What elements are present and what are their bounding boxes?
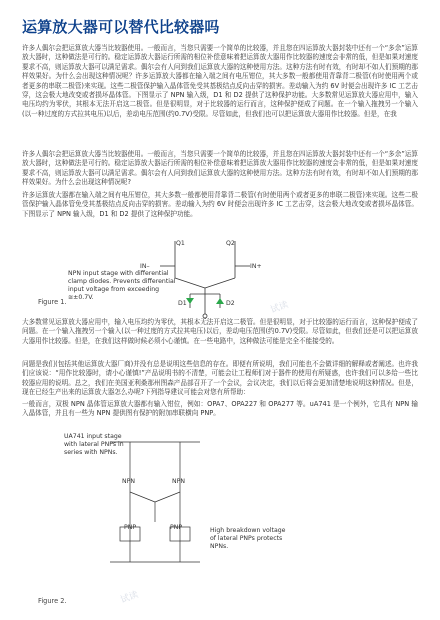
fig2-label-npn-left: NPN <box>122 478 135 485</box>
fig2-annotation-bottom: High breakdown voltage of lateral PNPs protects NPNs. <box>210 527 286 550</box>
fig1-label-d2: D2 <box>226 300 235 307</box>
paragraph-clamp: 许多运算放大器都在输入端之间有电压钳位，其大多数一般都使用背靠背二极管(有时使用两个或者更多的串联二极管)来实现。这些二极管保护输入晶体管免受其基极结点反向击穿的损害。差动输入为约 6V 时便会出现许多 IC 工艺击穿，这会极大地改变或者损坏晶体管。下图显示了 NPN 输入级，D1 和 D2 提供了这种保护功能。 <box>22 191 418 218</box>
fig1-label-q2: Q2 <box>226 240 235 247</box>
fig2-label-pnp-left: PNP <box>124 524 137 531</box>
fig1-label-q1: Q1 <box>176 240 185 247</box>
paragraph-examples: 一般而言，双极 NPN 晶体管运算放大器都有输入钳位，例如：OPA7、OPA227 和 OPA277 等。uA741 是一个例外，它具有 NPN 输入晶体管，并且有一些为 NPN 提供图有保护的附加串联横向 PNP。 <box>22 400 418 418</box>
watermark: 试读 <box>269 300 290 316</box>
fig2-annotation-top: UA741 input stage with lateral PNPs in series with NPNs. <box>64 433 124 456</box>
figure1-caption: Figure 1. <box>38 298 67 306</box>
paragraph-usage: 许多人偶尔会把运算放大器当比较器使用。一般而言，当您只需要一个简单的比较器，并且您在四运算放大器封装中还有一个“多余”运算放大器时，这种做法是可行的。稳定运算放大器运行所需的相位补偿意味着把运算放大器用作比较器的速度会非常的低，但是如果对速度要求不高，则运算放大器可以满足需求。偶尔会有人问到我们运算放大器的这种使用方法。这种方法有时有效，有时却不如人们预期的那样效果好。为什么会出现这种情况呢? <box>22 150 418 187</box>
fig1-label-d1: D1 <box>178 300 187 307</box>
document-title: 运算放大器可以替代比较器吗 <box>22 18 220 36</box>
paragraph-notes: 问题是我们(包括其他运算放大器厂商)并没有总是说明这些信息的存在。即便有所说明，我们可能也不会做详细的解释或者阐述。也许我们应该说：“用作比较器时，请小心谨慎!”产品说明书的不清楚，可能会让工程师们对于器件的使用有所疑惑，也许我们可以多给一些比较器应用的说明。总之，我们在美国亚利桑那州图森产品部召开了一个会议，会议决定，我们以后将会更加清楚地说明这种情况。但是，现在已经生产出来的运算放大器怎么办呢?下列指导建议可能会对您有所帮助： <box>22 360 418 397</box>
fig1-label-in-minus: IN– <box>140 263 150 270</box>
paragraph-intro: 许多人偶尔会把运算放大器当比较器使用。一般而言，当您只需要一个简单的比较器，并且您在四运算放大器封装中还有一个“多余”运算放大器时，这种做法是可行的。稳定运算放大器运行所需的相位补偿意味着把运算放大器用作比较器的速度会非常的低，但是如果对速度要求不高，则运算放大器可以满足需求。偶尔会有人问到我们运算放大器的这种使用方法。这种方法有时有效，有时却不如人们预期的那样效果好。为什么会出现这种情况呢？许多运算放大器都在输入端之间有电压钳位，其大多数一般都使用背靠背二极管(有时使用两个或者更多的串联二极管)来实现。这些二极管保护输入晶体管免受其基极结点反向击穿的损害。差动输入为约 6V 时便会出现许多 IC 工艺击穿，这会极大地改变或者损坏晶体管。下图显示了 NPN 输入级，D1 和 D2 提供了这种保护功能。大多数常见运算放大器应用中，输入电压均约为零伏，其根本无法开启这二极管。但是很明显，对于比较器的运行而言，这种保护便成了问题。在一个输入拖拽另一个输入(以一种过度的方式拉其电压)以后，差动电压范围(约0.7V)受限。尽管如此，但我们也可以把运算放大器用作比较器。但是，在我 <box>22 44 418 118</box>
fig2-label-pnp-right: PNP <box>170 524 183 531</box>
fig2-label-npn-right: NPN <box>172 478 185 485</box>
fig1-label-in-plus: IN+ <box>250 263 262 270</box>
figure2-caption: Figure 2. <box>38 597 67 605</box>
fig1-annotation: NPN input stage with differential clamp diodes. Prevents differential input voltage from exceeding ≅±0.7V. <box>68 270 176 301</box>
watermark: 试读 <box>119 590 140 606</box>
paragraph-protection: 大多数常见运算放大器应用中，输入电压均约为零伏，其根本无法开启这二极管。但是很明显，对于比较器的运行而言，这种保护便成了问题。在一个输入拖拽另一个输入(以一种过度的方式拉其电压)以后，差动电压范围(约0.7V)受限。尽管如此，但我们还是可以把运算放大器用作比较器。但是，在我们这样做时候必须小心谨慎。在一些电路中，这种做法可能是完全不能接受的。 <box>22 318 418 345</box>
